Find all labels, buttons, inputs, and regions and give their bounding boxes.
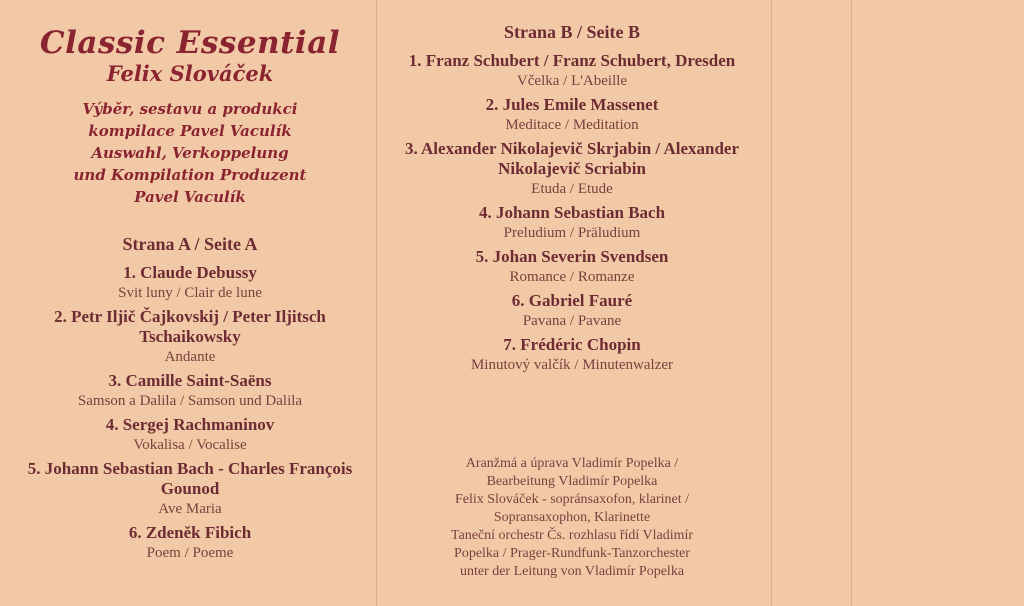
track-item	[14, 263, 366, 303]
track-composer: 3. Alexander Nikolajevič Skrjabin / Alexander Nikolajevič Scriabin	[404, 139, 740, 178]
note-line: Popelka / Prager-Rundfunk-Tanzorchester	[454, 546, 690, 561]
track-piece: Včelka / L'Abeille	[516, 73, 628, 89]
track-composer: 4. Sergej Rachmaninov	[105, 415, 275, 434]
note-line: unter der Leitung von Vladimír Popelka	[459, 564, 685, 579]
track-item	[14, 523, 366, 563]
track-item	[392, 247, 752, 287]
track-composer: 3. Camille Saint-Saëns	[108, 371, 272, 390]
track-item	[392, 203, 752, 243]
note-line: Felix Slováček - sopránsaxofon, klarinet /	[454, 492, 690, 507]
front-panel	[14, 0, 366, 606]
track-piece: Romance / Romanze	[509, 269, 635, 285]
track-item	[392, 95, 752, 135]
side-b-heading: Strana B / Seite B	[503, 22, 640, 42]
fold-line	[771, 0, 772, 606]
track-piece: Etuda / Etude	[531, 181, 613, 197]
track-item	[392, 139, 752, 199]
note-line: Sopransaxophon, Klarinette	[493, 510, 651, 525]
track-composer: 6. Gabriel Fauré	[511, 291, 633, 310]
track-composer: 1. Claude Debussy	[123, 263, 257, 282]
track-piece: Samson a Dalila / Samson und Dalila	[77, 393, 303, 409]
credit-line: kompilace Pavel Vaculík	[88, 122, 292, 140]
track-piece: Andante	[164, 349, 216, 365]
track-piece: Vokalisa / Vocalise	[133, 437, 247, 453]
track-composer: 7. Frédéric Chopin	[503, 335, 641, 354]
fold-line	[851, 0, 852, 606]
fold-line	[376, 0, 377, 606]
track-item	[392, 291, 752, 331]
credit-line: Auswahl, Verkoppelung	[91, 144, 289, 162]
credit-line: Výběr, sestavu a produkci	[82, 100, 298, 118]
production-credits	[14, 98, 366, 208]
track-item	[14, 371, 366, 411]
track-item	[392, 51, 752, 91]
track-piece: Ave Maria	[158, 501, 222, 517]
track-piece: Preludium / Präludium	[503, 225, 641, 241]
track-item	[392, 335, 752, 375]
track-composer: 5. Johann Sebastian Bach - Charles François Gounod	[27, 459, 353, 498]
side-a-tracklist	[14, 263, 366, 563]
track-composer: 6. Zdeněk Fibich	[128, 523, 252, 542]
credit-line: Pavel Vaculík	[134, 188, 246, 206]
track-composer: 5. Johan Severin Svendsen	[475, 247, 669, 266]
arrangement-notes	[392, 455, 752, 581]
track-item	[14, 307, 366, 367]
side-b-tracklist	[392, 51, 752, 375]
note-line: Bearbeitung Vladimír Popelka	[486, 474, 658, 489]
track-item	[14, 459, 366, 519]
track-piece: Meditace / Meditation	[505, 117, 639, 133]
track-composer: 4. Johann Sebastian Bach	[478, 203, 666, 222]
track-composer: 1. Franz Schubert / Franz Schubert, Dresden	[408, 51, 736, 70]
track-piece: Poem / Poeme	[146, 545, 234, 561]
note-line: Taneční orchestr Čs. rozhlasu řídí Vladimír	[450, 528, 694, 543]
track-item	[14, 415, 366, 455]
album-title: Classic Essential	[39, 25, 341, 61]
track-composer: 2. Jules Emile Massenet	[485, 95, 659, 114]
track-piece: Svit luny / Clair de lune	[118, 285, 262, 301]
note-line: Aranžmá a úprava Vladimír Popelka /	[465, 456, 679, 471]
track-piece: Minutový valčík / Minutenwalzer	[470, 357, 674, 373]
credit-line: und Kompilation Produzent	[73, 166, 307, 184]
side-a-heading: Strana A / Seite A	[122, 234, 258, 254]
track-composer: 2. Petr Iljič Čajkovskij / Peter Iljitsch Tschaikowsky	[54, 307, 326, 346]
inner-panel	[392, 0, 752, 606]
track-piece: Pavana / Pavane	[522, 313, 622, 329]
artist-name: Felix Slováček	[106, 61, 274, 86]
